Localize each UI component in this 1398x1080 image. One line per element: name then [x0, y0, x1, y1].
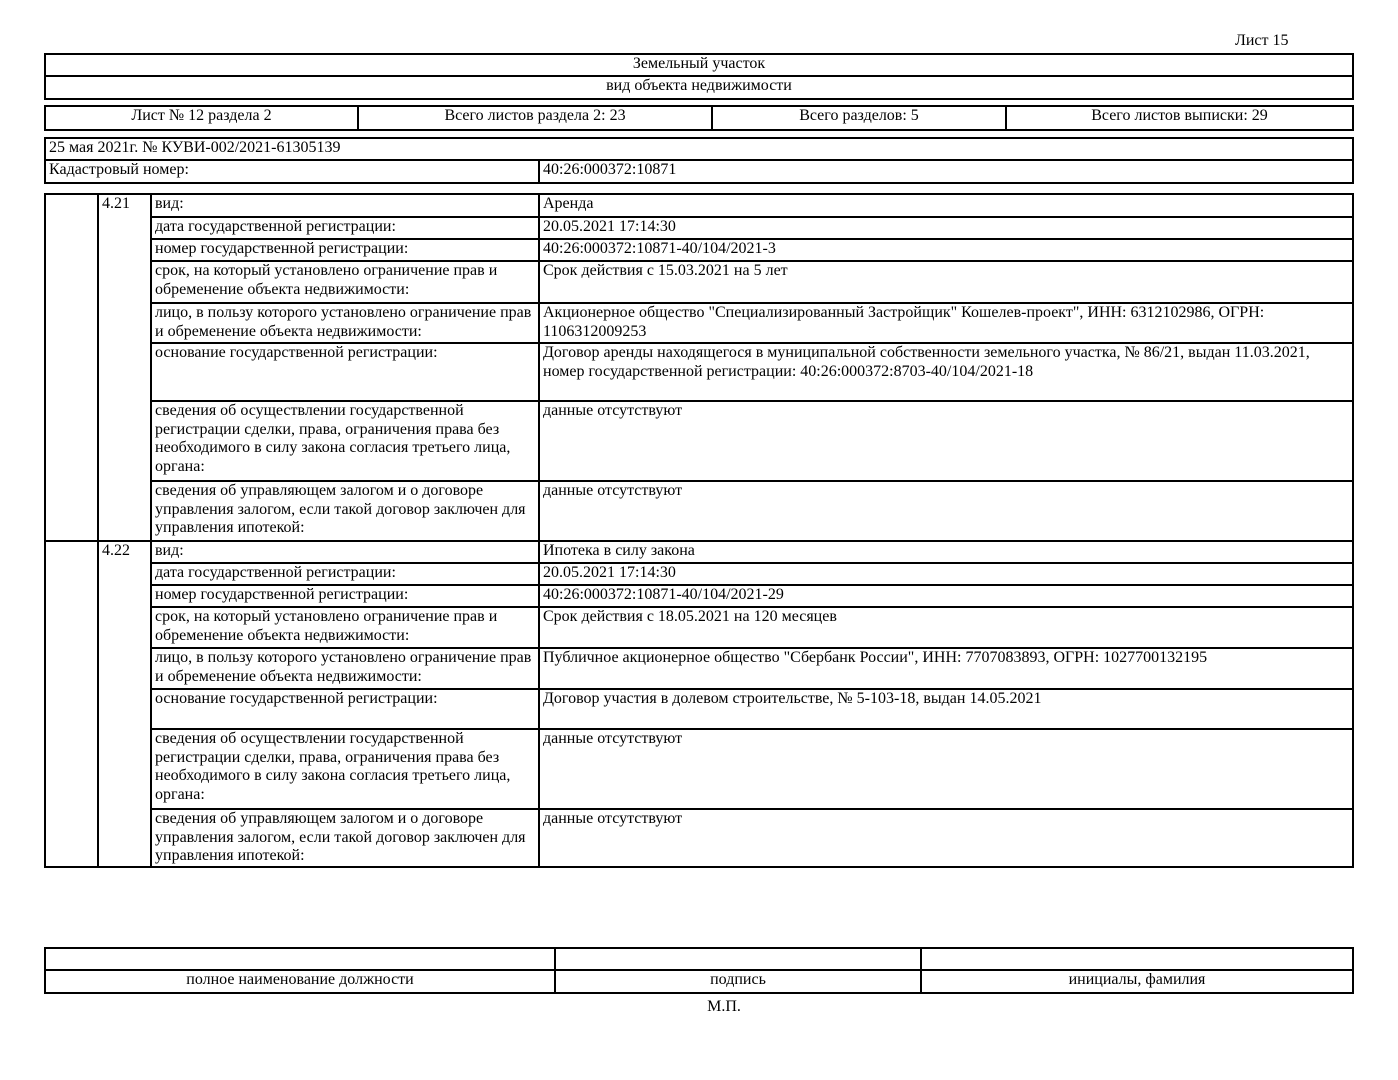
- field-value: данные отсутствуют: [539, 809, 1353, 867]
- field-value: данные отсутствуют: [539, 729, 1353, 809]
- table-row: [45, 729, 1353, 809]
- table-row: [45, 648, 1353, 689]
- field-value: Ипотека в силу закона: [539, 541, 1353, 563]
- table-row: [45, 585, 1353, 607]
- table-row: [45, 481, 1353, 541]
- sheet-info: [44, 105, 1354, 131]
- field-label: вид:: [151, 541, 539, 563]
- document-info: [44, 137, 1354, 184]
- table-row: [45, 194, 1353, 217]
- table-row: [45, 343, 1353, 401]
- sheet-section: Лист № 12 раздела 2: [45, 106, 358, 130]
- name-caption: инициалы, фамилия: [921, 970, 1353, 993]
- field-label: сведения об осуществлении государственной регистрации сделки, права, ограничения права без необходимого в силу закона согласия третьего лица, органа:: [151, 401, 539, 481]
- object-header: [44, 53, 1354, 100]
- field-value: Срок действия с 15.03.2021 на 5 лет: [539, 261, 1353, 303]
- field-value: Договор аренды находящегося в муниципальной собственности земельного участка, № 86/21, выдан 11.03.2021, номер государственной регистрации: 40:26:000372:8703-40/104/2021-18: [539, 343, 1353, 401]
- entry-number: 4.21: [98, 194, 151, 541]
- field-label: сведения об осуществлении государственной регистрации сделки, права, ограничения права без необходимого в силу закона согласия третьего лица, органа:: [151, 729, 539, 809]
- sheet-number: Лист 15: [1235, 32, 1289, 49]
- field-label: сведения об управляющем залогом и о договоре управления залогом, если такой договор заключен для управления ипотекой:: [151, 481, 539, 541]
- field-label: номер государственной регистрации:: [151, 585, 539, 607]
- field-value: 20.05.2021 17:14:30: [539, 217, 1353, 239]
- table-row: [45, 689, 1353, 729]
- table-row: [45, 217, 1353, 239]
- entry-number: 4.22: [98, 541, 151, 867]
- field-value: 20.05.2021 17:14:30: [539, 563, 1353, 585]
- stamp-place: М.П.: [707, 998, 741, 1015]
- table-row: [45, 261, 1353, 303]
- table-row: [45, 401, 1353, 481]
- cadastral-label: Кадастровый номер:: [45, 160, 539, 183]
- table-row: [45, 563, 1353, 585]
- table-row: [45, 809, 1353, 867]
- field-label: лицо, в пользу которого установлено ограничение прав и обременение объекта недвижимости:: [151, 648, 539, 689]
- total-sheets: Всего листов выписки: 29: [1006, 106, 1353, 130]
- encumbrance-table: [44, 193, 1354, 868]
- field-value: Срок действия с 18.05.2021 на 120 месяцев: [539, 607, 1353, 648]
- field-value: Публичное акционерное общество "Сбербанк России", ИНН: 7707083893, ОГРН: 1027700132195: [539, 648, 1353, 689]
- table-row: [45, 239, 1353, 261]
- field-label: лицо, в пользу которого установлено ограничение прав и обременение объекта недвижимости:: [151, 303, 539, 343]
- table-row: [45, 303, 1353, 343]
- object-type-caption: вид объекта недвижимости: [45, 76, 1353, 99]
- signature-caption: подпись: [555, 970, 921, 993]
- field-value: Договор участия в долевом строительстве, № 5-103-18, выдан 14.05.2021: [539, 689, 1353, 729]
- position-caption: полное наименование должности: [45, 970, 555, 993]
- date-number: 25 мая 2021г. № КУВИ-002/2021-61305139: [45, 138, 1353, 160]
- field-value: 40:26:000372:10871-40/104/2021-3: [539, 239, 1353, 261]
- field-label: срок, на который установлено ограничение прав и обременение объекта недвижимости:: [151, 607, 539, 648]
- blank-cell: [45, 194, 98, 541]
- field-label: срок, на который установлено ограничение прав и обременение объекта недвижимости:: [151, 261, 539, 303]
- table-row: [45, 607, 1353, 648]
- signature-block: [44, 947, 1354, 994]
- table-row: [45, 541, 1353, 563]
- cadastral-value: 40:26:000372:10871: [539, 160, 1353, 183]
- total-sheets-section: Всего листов раздела 2: 23: [358, 106, 712, 130]
- blank-cell: [45, 541, 98, 867]
- field-label: вид:: [151, 194, 539, 217]
- field-label: сведения об управляющем залогом и о договоре управления залогом, если такой договор заключен для управления ипотекой:: [151, 809, 539, 867]
- object-type: Земельный участок: [45, 54, 1353, 76]
- field-label: основание государственной регистрации:: [151, 343, 539, 401]
- total-sections: Всего разделов: 5: [712, 106, 1006, 130]
- field-value: 40:26:000372:10871-40/104/2021-29: [539, 585, 1353, 607]
- field-value: Акционерное общество "Специализированный Застройщик" Кошелев-проект", ИНН: 6312102986, ОГРН: 1106312009253: [539, 303, 1353, 343]
- field-value: Аренда: [539, 194, 1353, 217]
- field-label: дата государственной регистрации:: [151, 217, 539, 239]
- field-label: дата государственной регистрации:: [151, 563, 539, 585]
- field-value: данные отсутствуют: [539, 401, 1353, 481]
- field-label: основание государственной регистрации:: [151, 689, 539, 729]
- field-label: номер государственной регистрации:: [151, 239, 539, 261]
- field-value: данные отсутствуют: [539, 481, 1353, 541]
